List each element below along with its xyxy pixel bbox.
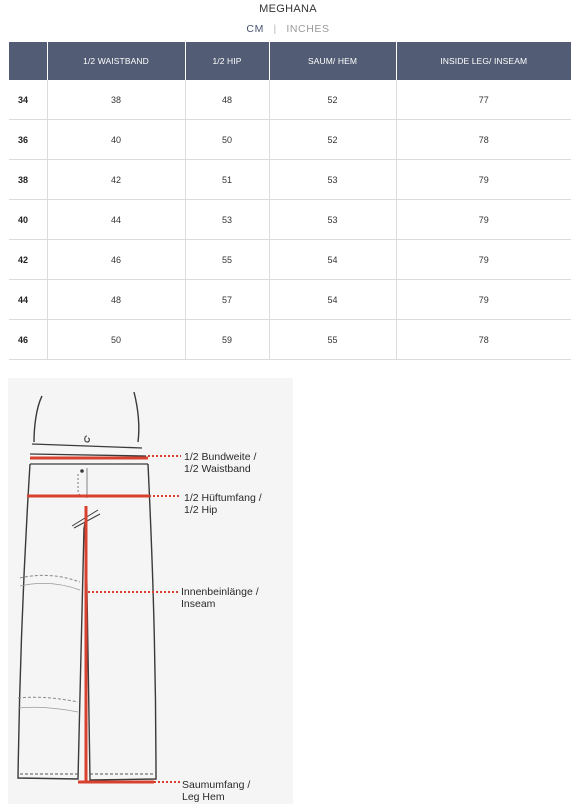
size-cell: 44	[9, 280, 47, 320]
inseam-callout-line1: Innenbeinlänge /	[181, 586, 259, 598]
hip-cell: 50	[185, 120, 269, 160]
trouser-measurement-diagram	[8, 378, 293, 804]
waistband-cell: 48	[47, 280, 185, 320]
table-row	[9, 200, 571, 240]
inseam-callout	[181, 586, 259, 610]
size-cell: 38	[9, 160, 47, 200]
hem-cell: 54	[269, 280, 396, 320]
header-hip: 1/2 HIP	[185, 42, 269, 80]
hem-callout-line2: Leg Hem	[182, 791, 225, 803]
hip-callout-line1: 1/2 Hüftumfang /	[184, 492, 262, 504]
hip-cell: 59	[185, 320, 269, 360]
hip-cell: 53	[185, 200, 269, 240]
unit-switch	[0, 23, 576, 35]
hem-cell: 52	[269, 80, 396, 120]
inseam-cell: 79	[396, 200, 571, 240]
hem-callout	[182, 779, 250, 803]
size-cell: 36	[9, 120, 47, 160]
inseam-cell: 78	[396, 120, 571, 160]
hem-cell: 55	[269, 320, 396, 360]
waistband-cell: 42	[47, 160, 185, 200]
inseam-cell: 78	[396, 320, 571, 360]
header-size	[9, 42, 47, 80]
waistband-callout	[184, 451, 256, 475]
size-cell: 34	[9, 80, 47, 120]
hip-cell: 48	[185, 80, 269, 120]
inseam-cell: 79	[396, 240, 571, 280]
table-row	[9, 160, 571, 200]
hem-cell: 52	[269, 120, 396, 160]
hem-cell: 53	[269, 200, 396, 240]
hip-callout-line2: 1/2 Hip	[184, 504, 218, 516]
size-cell: 40	[9, 200, 47, 240]
inseam-cell: 79	[396, 280, 571, 320]
hem-cell: 54	[269, 240, 396, 280]
inseam-callout-line2: Inseam	[181, 598, 216, 610]
unit-cm-toggle[interactable]: CM	[246, 23, 264, 36]
waistband-cell: 38	[47, 80, 185, 120]
hip-callout	[184, 492, 262, 516]
table-row	[9, 240, 571, 280]
product-title: MEGHANA	[259, 3, 317, 15]
table-header-row	[9, 42, 571, 80]
hem-callout-line1: Saumumfang /	[182, 779, 251, 791]
unit-inches-toggle[interactable]: INCHES	[286, 23, 330, 36]
hip-cell: 57	[185, 280, 269, 320]
unit-separator: |	[273, 23, 277, 36]
hem-cell: 53	[269, 160, 396, 200]
hip-cell: 55	[185, 240, 269, 280]
inseam-cell: 79	[396, 160, 571, 200]
table-row	[9, 120, 571, 160]
waistband-cell: 46	[47, 240, 185, 280]
table-row	[9, 280, 571, 320]
size-cell: 42	[9, 240, 47, 280]
waistband-callout-line2: 1/2 Waistband	[184, 463, 251, 475]
hip-cell: 51	[185, 160, 269, 200]
table-row	[9, 80, 571, 120]
header-inseam: INSIDE LEG/ INSEAM	[396, 42, 571, 80]
inseam-cell: 77	[396, 80, 571, 120]
header-hem: SAUM/ HEM	[269, 42, 396, 80]
size-cell: 46	[9, 320, 47, 360]
size-chart-table	[9, 42, 571, 360]
table-row	[9, 320, 571, 360]
waistband-cell: 50	[47, 320, 185, 360]
header-waistband: 1/2 WAISTBAND	[47, 42, 185, 80]
waistband-cell: 44	[47, 200, 185, 240]
waistband-callout-line1: 1/2 Bundweite /	[184, 451, 257, 463]
waistband-cell: 40	[47, 120, 185, 160]
